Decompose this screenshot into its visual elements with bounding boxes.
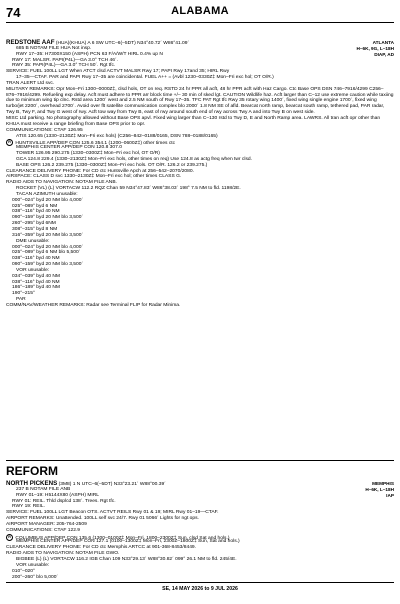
elevation-line: 685 B NOTAM FILE HUA Not insp. [16, 45, 92, 51]
tacan-restriction: 025°–089° byd 6 NM [12, 203, 58, 209]
columbus-approach: COLUMBUS APP/DEP CON 135.6 (1300–0100Z‡ Mon–Fri, 1800–2300Z‡ Sun, clsd Sat and hols.) [15, 535, 230, 541]
military-remarks: MILITARY REMARKS: Opr Mon–Fri 1300–0000Z‡, clsd hols, OT on req. RSTD 24 hr PPR all acft, 48 hr PPR acft with Haz Cargo. Ctc Base OPS DSN 746–7916/4299 C256–876–7916/4299. Refueling exp delay. Acft must adhere to PPR arr block time +/– 30 min of sked lgt. CAUTION Wildlife haz. Acft larger than C–12 use extreme caution while taxiing due to minimum wing tip clnc. Rstd area 1200´ west and 2.5 NM south of Rwy 17–35. TFC PAT Rgt tfc Rwy 35 rotary wing 1400´, fixed wing single engine 1700´, fixed wing turbo/jet 2200´, overhead 2700´. Avoid over flt satellite communication complex blo 2000´ 1.8 NM SE of afld. Bearcat north ramp, bearcat south ramp, tethered pad, PAR radar, Twy B, Twy F, and Twy G west of rwy. Acft tow way from Twy B, east of rwy around south end of rwy across Twy A and into Twy B on west side. [6, 86, 394, 116]
page-number: 74 [6, 5, 21, 20]
vor-restriction: 190°–215° [12, 291, 35, 297]
vor-heading: VOR unusable: [16, 562, 50, 568]
atis: ATIS 120.65 (1330–2130Z‡ Mon–Fri exc hols) (C256–842–0188/0165, DSN 788–0188/0165) [16, 133, 218, 139]
rwy-19-line: RWY 19: REIL. [12, 504, 45, 510]
vor-restriction: 038°–116° byd 40 NM [12, 279, 60, 285]
airport-name: NORTH PICKENS [6, 480, 58, 487]
vor-restriction: 186°–189° byd 40 NM [12, 285, 60, 291]
airport-name: REDSTONE AAF [6, 39, 55, 46]
chart-ref-charts: H–6K, L–18H [365, 486, 394, 492]
dme-restriction: 038°–116° byd 40 NM [12, 256, 60, 262]
chart-ref-center: MEMPHIS [372, 481, 394, 486]
rwy-35-line: RWY 35: PAPI(P4L)—GA 3.0° TCH 50´. Rgt tfc. [12, 63, 116, 69]
tacan-restriction: 260°–295° byd 6NM [12, 221, 56, 227]
radio-aids: RADIO AIDS TO NAVIGATION: NOTAM FILE ANB. [6, 180, 117, 186]
tran-alert: TRAN ALERT Ltd svc. [6, 80, 55, 86]
communications: COMMUNICATIONS: CTAF 122.9 [6, 527, 81, 533]
airport-remarks: AIRPORT REMARKS: Unattended. 100LL self svc 24/7. Rwy 01 5066´ Lights for ngt ops. [6, 516, 199, 522]
base-ops: BASE OPS 126.2 239.275 (1330–0300Z‡ Mon–Fri exc hols. OT O/R. 126.2 or 239.275.) [16, 162, 208, 168]
north-pickens-entry [6, 481, 394, 580]
tacan-restriction: 308°–315° byd 8 NM [12, 227, 58, 232]
vor-heading: VOR unusable: [16, 267, 50, 273]
tacan-restriction: 000°–024° byd 20 NM blo 4,000´ [12, 197, 84, 203]
radio-aids: RADIO AIDS TO NAVIGATION: NOTAM FILE GWO. [6, 551, 120, 557]
chart-ref-diap: DIAP, AD [374, 51, 394, 57]
airport-manager: AIRPORT MANAGER: 205-764-2509 [6, 521, 87, 527]
service-line: SERVICE: FUEL 100LL LGT Beacon OTS. ACTVT REILS Rwy 01 & 19; MIRL Rwy 01–19—CTAF. [6, 510, 219, 516]
weather-remarks: COMM/NAV/WEATHER REMARKS: Radar see Terminal FLIP for Radar Minima. [6, 302, 181, 308]
tower: TOWER 126.95 290.275 (1330–0300Z‡ Mon–Fri exc hol, OT O/R) [16, 151, 160, 157]
gca: GCA 124.8 229.4 (1330–2130Z‡ Mon–Fri exc hols, other times on req) Use 124.8 as actg freq when twr clsd. [16, 156, 252, 162]
section-heading: REFORM [6, 464, 58, 478]
airport-ident-line: (HUA)(KHUA) A 6 SW UTC–6(–5DT) N34°40.72´ W86°41.09´ [55, 41, 190, 46]
airport-ident-line: (3M8) 1 N UTC–6(–5DT) N33°23.21´ W88°00.39´ [58, 482, 166, 487]
chart-ref-center: ATLANTA [372, 40, 394, 45]
airspace: AIRSPACE: CLASS D svc 1330–2130Z‡ Mon–Fri exc hol; other times CLASS G. [6, 174, 182, 180]
vor-restriction: 200°–260° blo 5,000´ [12, 574, 59, 580]
clearance-delivery: CLEARANCE DELIVERY PHONE: For CD ctc Memphis ARTCC at 901-368-8453/8449. [6, 545, 196, 551]
huntsville-approach: HUNTSVILLE APP/DEP CON 125.6 354.1 (1200–0600Z‡) other times ctc [15, 141, 176, 147]
dme-restriction: 000°–024° byd 20 NM blo 4,000´ [12, 244, 84, 250]
memphis-center: MEMPHIS CENTER APP/DEP CON 127.1 (0100–1300Z‡ Mon–Fri, 2300Z–1800Z‡ Sun, Sat and hols.) [16, 539, 240, 545]
radar-symbol-icon: R [6, 534, 13, 541]
vor-restriction: 034°–039° byd 40 NM [12, 273, 60, 279]
state-heading: ALABAMA [171, 5, 229, 17]
runway-line: RWY 17–35: H7300X150 (ASPH) PCN 63 F/A/W/T HIRL 0.4% up N [16, 51, 163, 57]
redstone-entry [6, 40, 394, 309]
header-rule [6, 22, 394, 23]
bigbee-vortac: BIGBEE (L) (L) VORTACW 116.2 IGB Chan 109 N33°29.13´ W88°30.82´ 099° 26.1 NM to fld. 245/4E. [16, 556, 237, 562]
clearance-delivery: CLEARANCE DELIVERY PHONE: For CD ctc Huntsville Apch at 256–542–2070/2080. [6, 168, 194, 174]
tacan-heading: TACAN AZIMUTH unusable: [16, 191, 78, 197]
dme-heading: DME unusable: [16, 238, 50, 244]
vor-restriction: 010°–020° [12, 568, 35, 574]
radar-symbol-icon: R [6, 139, 13, 146]
tacan-restriction: 090°–159° byd 20 NM blo 3,500´ [12, 215, 84, 221]
misc-remarks: MISC Ltd parking. No photography allowed without Base OPS apvl. Fixed wing larger than C–130 rstd to Twy D, E and North Ramp area. LAWRS. All tran acft opr other than KHUA must receive a range briefing from Base OPS prior to opr. [6, 115, 381, 127]
rocket-vortac: ROCKET (VL) (L) VORTACW 112.2 RQZ Chan 59 N34°47.83´ W86°38.03´ 198° 7.5 NM to fld. 1198/2E. [16, 186, 241, 192]
rwy-17-line: RWY 17: MALSR. PAPI(P4L)—GA 3.0° TCH 46´. [12, 57, 118, 63]
par: PAR [16, 297, 26, 303]
memphis-center: MEMPHIS CENTER APP/DEP CON 120.8 307.0 [16, 145, 122, 151]
chart-ref-iap: IAP [386, 492, 394, 498]
runway-line: RWY 01–19: H5144X80 (ASPH) MIRL [16, 492, 99, 498]
elevation-line: 237 B NOTAM FILE ANB [16, 486, 71, 492]
service-line: SERVICE: FUEL 100LL LGT When ATCT clsd ACTVT MALSR Rwy 17; PAPI Rwy 17and 35; HIRL Rwy [6, 69, 230, 75]
rwy-01-line: RWY 01: REIL. Thld dsplcd 138´. Trees. Rgt tfc. [12, 498, 116, 504]
communications: COMMUNICATIONS: CTAF 126.95 [6, 127, 83, 133]
dme-restriction: 025°–089° byd 6 NM blo 5,500´ [12, 250, 81, 256]
service-line-cont: 17–35—CTAF. PAR and PAPI Rwy 17–35 are coincidental. FUEL A++ = (Avbl 1230–0330Z‡ Mon–Fri exc hol; OT O/R.) [16, 75, 274, 81]
tacan-restriction: 038°–116° byd 40 NM [12, 209, 60, 215]
tacan-restriction: 316°–359° byd 20 NM blo 3,500´ [12, 232, 84, 238]
chart-ref-charts: H–6K, 9G, L–18H [356, 45, 394, 51]
dme-restriction: 090°–159° byd 20 NM blo 3,500´ [12, 262, 84, 268]
effective-dates: SE, 14 MAY 2026 to 9 JUL 2026 [162, 586, 238, 592]
footer-rule [6, 582, 394, 583]
section-rule [6, 460, 394, 461]
